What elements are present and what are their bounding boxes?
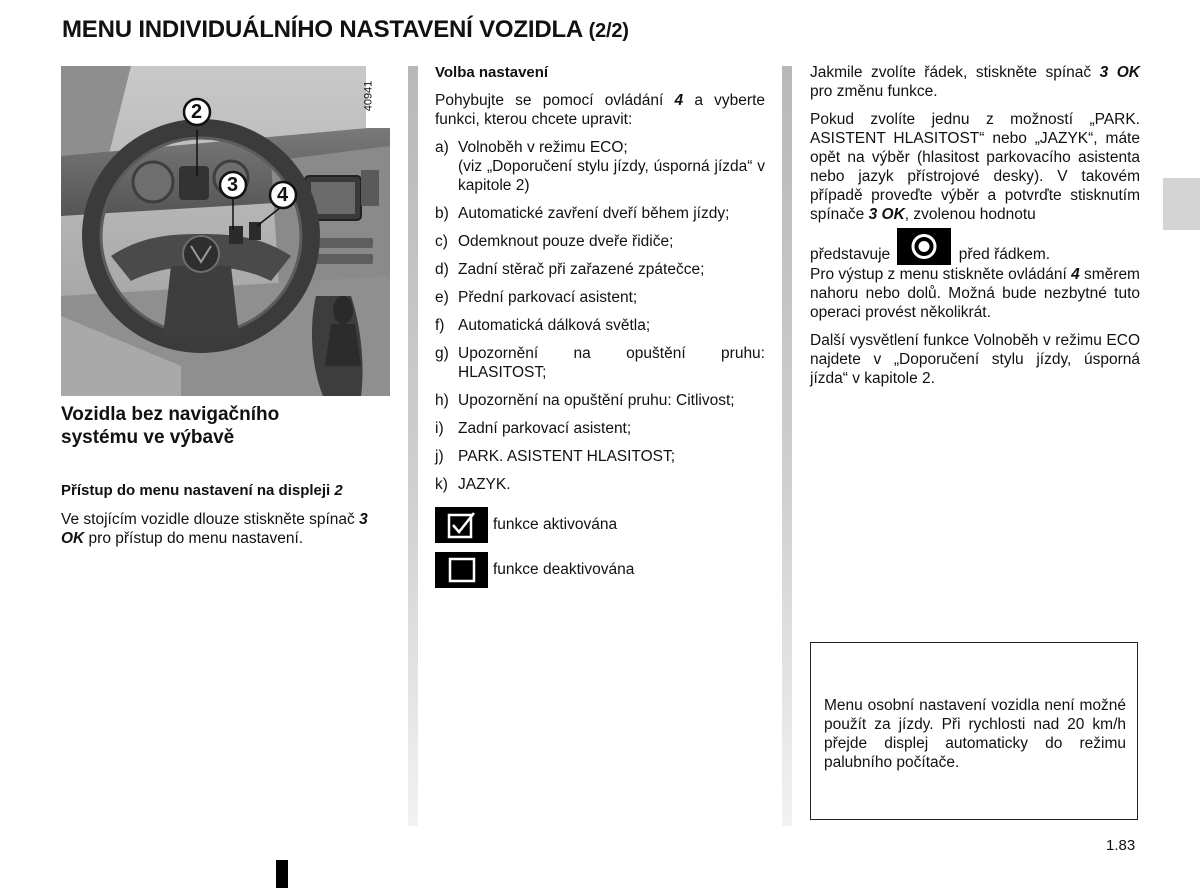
settings-list: [435, 138, 765, 494]
legend-inactive: funkce deaktivována: [435, 552, 634, 588]
callout-label-3: 3: [227, 174, 239, 196]
legend-active: funkce aktivována: [435, 507, 617, 543]
paragraph: Pro výstup z menu stiskněte ovládání 4 směrem nahoru nebo dolů. Možná bude nezbytné tuto operaci provést několikrát.: [810, 266, 1140, 321]
list-item: j) PARK. ASISTENT HLASITOST;: [435, 448, 676, 465]
ref-number: 2: [334, 482, 343, 499]
ref-switch: 3 OK: [61, 510, 368, 547]
page-number: 1.83: [1106, 837, 1136, 854]
unchecked-box-icon: [435, 552, 488, 588]
page-edge-marker: [276, 860, 288, 888]
title-part-suffix: (2/2): [588, 20, 629, 42]
callout-label-2: 2: [191, 101, 203, 123]
ref-switch: 3 OK: [1099, 64, 1140, 81]
callout-label-4: 4: [277, 184, 289, 206]
list-item: i) Zadní parkovací asistent;: [435, 420, 632, 437]
column-divider: [408, 66, 418, 826]
dashboard-photo: [61, 66, 390, 396]
paragraph: představuje před řádkem.: [810, 228, 1140, 265]
section-heading: Volba nastavení: [435, 64, 549, 81]
paragraph: Pohybujte se pomocí ovládání 4 a vyberte funkci, kterou chcete upravit:: [435, 92, 765, 128]
list-item-note: (viz „Doporučení stylu jízdy, úsporná jízda“ v kapitole 2): [458, 158, 765, 194]
list-item: e) Přední parkovací asistent;: [435, 289, 638, 306]
ref-number: 4: [1071, 266, 1080, 283]
ref-switch: 3 OK: [868, 206, 905, 223]
ref-number: 4: [674, 92, 684, 109]
list-item: a) Volnoběh v režimu ECO; (viz „Doporučení stylu jízdy, úsporná jízda“ v kapitole 2): [435, 139, 765, 194]
list-item: g) Upozornění na opuštění pruhu: HLASITOST;: [435, 345, 765, 381]
instructions-column: [810, 63, 1140, 397]
list-item: f) Automatická dálková světla;: [435, 317, 651, 334]
checked-box-icon: [435, 507, 488, 543]
column-divider: [782, 66, 792, 826]
selected-value-icon: [897, 228, 951, 265]
paragraph: Ve stojícím vozidle dlouze stiskněte spínač 3 OK pro přístup do menu nastavení.: [61, 510, 368, 547]
note-box: [810, 642, 1138, 820]
note-text: Menu osobní nastavení vozidla není možné použít za jízdy. Při rychlosti nad 20 km/h přejde displej automaticky do režimu palubního počítače.: [824, 697, 1126, 771]
section-heading: Vozidla bez navigačního systému ve výbavě: [61, 404, 280, 448]
list-item: b) Automatické zavření dveří během jízdy;: [435, 205, 730, 222]
paragraph: Pokud zvolíte jednu z možností „PARK. ASISTENT HLASITOST“ nebo „JAZYK“, máte opět na výběr (hlasitost parkovacího asistenta nebo jazyk přístrojové desky). V takovém případě proveďte výběr a potvrďte stisknutím spínače 3 OK, zvolenou hodnotu: [810, 111, 1140, 223]
paragraph: Jakmile zvolíte řádek, stiskněte spínač 3 OK pro změnu funkce.: [810, 64, 1140, 100]
list-item: k) JAZYK.: [435, 476, 511, 493]
page-title: MENU INDIVIDUÁLNÍHO NASTAVENÍ VOZIDLA (2/2): [62, 16, 629, 43]
list-item: d) Zadní stěrač při zařazené zpátečce;: [435, 261, 705, 278]
paragraph: Další vysvětlení funkce Volnoběh v režimu ECO najdete v „Doporučení stylu jízdy, úsporná jízda“ v kapitole 2.: [810, 332, 1140, 387]
subheading: Přístup do menu nastavení na displeji 2: [61, 482, 343, 499]
dashboard-illustration: [61, 66, 390, 396]
settings-column: [435, 63, 765, 503]
chapter-tab: [1163, 178, 1200, 230]
list-item: c) Odemknout pouze dveře řidiče;: [435, 233, 674, 250]
figure-code: 40941: [362, 80, 375, 112]
list-item: h) Upozornění na opuštění pruhu: Citlivost;: [435, 392, 735, 409]
